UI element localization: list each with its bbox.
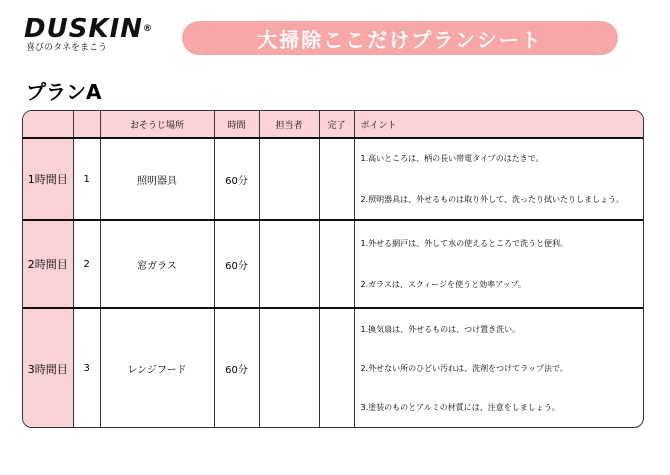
- number-cell: 2: [73, 220, 100, 308]
- sheet-title: 大掃除ここだけプランシート: [257, 27, 543, 52]
- table-row: [23, 138, 643, 220]
- place-cell: 窓ガラス: [100, 220, 214, 308]
- place-cell: レンジフード: [100, 308, 214, 428]
- header-points: ポイント: [354, 111, 643, 138]
- plan-table-grid: [23, 111, 643, 428]
- logo-tagline: 喜びのタネをまこう: [26, 43, 108, 53]
- point-text: 2.外せない所のひどい汚れは、洗剤をつけてラップ法で。: [360, 364, 568, 373]
- point-text: 1.換気扇は、外せるものは、つけ置き洗い。: [360, 325, 521, 334]
- time-cell: 60分: [214, 138, 259, 220]
- number-cell: 3: [73, 308, 100, 428]
- header-place: おそうじ場所: [100, 111, 214, 138]
- person-cell[interactable]: [259, 220, 319, 308]
- period-cell: 1時間目: [23, 138, 73, 220]
- table-row: [23, 308, 643, 428]
- header-done: 完了: [319, 111, 354, 138]
- done-cell[interactable]: [319, 138, 354, 220]
- point-text: 1.外せる網戸は、外して水の使えるところで洗うと便利。: [360, 239, 569, 248]
- points-cell: [354, 220, 643, 308]
- header-period: [23, 111, 73, 138]
- duskin-logo: [24, 16, 154, 56]
- header-number: [73, 111, 100, 138]
- logo-text: DUSKIN: [24, 14, 144, 44]
- person-cell[interactable]: [259, 308, 319, 428]
- person-cell[interactable]: [259, 138, 319, 220]
- period-cell: 3時間目: [23, 308, 73, 428]
- place-cell: 照明器具: [100, 138, 214, 220]
- sheet-title-banner: [182, 21, 618, 55]
- plan-table: [22, 110, 644, 428]
- done-cell[interactable]: [319, 308, 354, 428]
- header-person: 担当者: [259, 111, 319, 138]
- number-cell: 1: [73, 138, 100, 220]
- point-text: 2.ガラスは、スクィージを使うと効率アップ。: [360, 280, 526, 289]
- table-row: [23, 220, 643, 308]
- points-cell: [354, 308, 643, 428]
- point-text: 2.照明器具は、外せるものは取り外して、洗ったり拭いたりしましょう。: [360, 195, 624, 204]
- points-cell: [354, 138, 643, 220]
- point-text: 1.高いところは、柄の長い帯電タイプのはたきで。: [360, 154, 544, 163]
- period-cell: 2時間目: [23, 220, 73, 308]
- plan-title: プランA: [26, 80, 102, 104]
- time-cell: 60分: [214, 308, 259, 428]
- table-header-row: [23, 111, 643, 138]
- point-text: 3.塗装のものとアルミの材質には、注意をしましょう。: [360, 403, 560, 412]
- logo-registered-mark: ®: [143, 24, 154, 34]
- time-cell: 60分: [214, 220, 259, 308]
- done-cell[interactable]: [319, 220, 354, 308]
- header-time: 時間: [214, 111, 259, 138]
